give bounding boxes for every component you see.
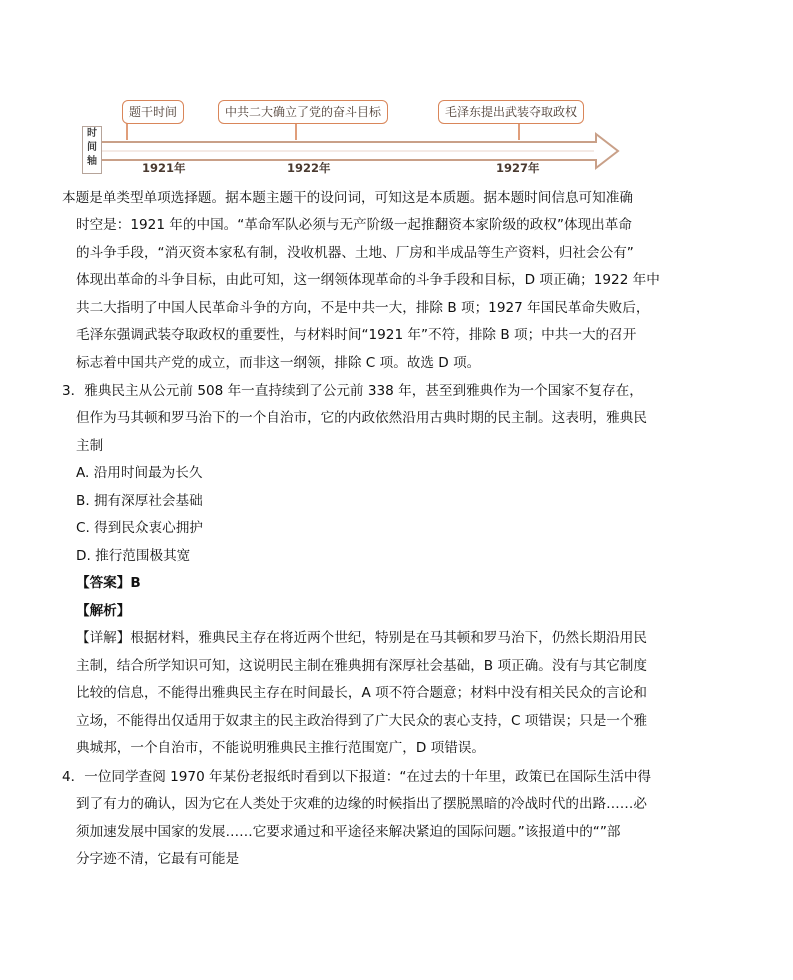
option-c: C. 得到民众衷心拥护 xyxy=(76,520,203,536)
detail-line: 比较的信息，不能得出雅典民主存在时间最长，A 项不符合题意；材料中没有相关民众的言论和 xyxy=(76,685,647,701)
timeline-year-1921: 1921年 xyxy=(142,161,186,175)
analysis-line: 的斗争手段，“消灭资本家私有制，没收机器、土地、厂房和半成品等生产资料，归社会公有” xyxy=(76,245,634,261)
question-stem-line: 主制 xyxy=(76,438,104,454)
option-d: D. 推行范围极其宽 xyxy=(76,548,191,564)
timeline-box-question-time: 题干时间 xyxy=(122,100,184,124)
timeline-figure xyxy=(82,96,627,180)
detail-line: 立场，不能得出仅适用于奴隶主的民主政治得到了广大民众的衷心支持，C 项错误；只是一个雅 xyxy=(76,713,648,729)
question-stem-line: 到了有力的确认，因为它在人类处于灾难的边缘的时候指出了摆脱黑暗的冷战时代的出路……必 xyxy=(76,796,647,812)
question-stem-line: 但作为马其顿和罗马治下的一个自治市，它的内政依然沿用古典时期的民主制。这表明，雅典民 xyxy=(76,410,647,426)
timeline-year-1927: 1927年 xyxy=(496,161,540,175)
axis-char: 轴 xyxy=(87,156,97,167)
question-stem-line: 须加速发展中国家的发展……它要求通过和平途径来解决紧迫的国际问题。”该报道中的“”部 xyxy=(76,824,621,840)
option-b: B. 拥有深厚社会基础 xyxy=(76,493,203,509)
analysis-label: 【解析】 xyxy=(76,603,131,619)
analysis-line: 标志着中国共产党的成立，而非这一纲领，排除 C 项。故选 D 项。 xyxy=(76,355,481,371)
answer-label: 【答案】B xyxy=(76,575,141,591)
axis-char: 时 xyxy=(87,128,97,139)
analysis-line: 本题是单类型单项选择题。据本题主题干的设问词，可知这是本质题。据本题时间信息可知准确 xyxy=(62,190,633,206)
timeline-axis-label xyxy=(82,126,102,174)
analysis-line: 共二大指明了中国人民革命斗争的方向，不是中共一大，排除 B 项；1927 年国民革命失败后， xyxy=(76,300,650,316)
option-a: A. 沿用时间最为长久 xyxy=(76,465,203,481)
axis-char: 间 xyxy=(87,142,97,153)
analysis-line: 体现出革命的斗争目标，由此可知，这一纲领体现革命的斗争手段和目标，D 项正确；1922 年中 xyxy=(76,272,660,288)
detail-line: 【详解】根据材料，雅典民主存在将近两个世纪，特别是在马其顿和罗马治下，仍然长期沿用民 xyxy=(76,630,647,646)
detail-line: 主制，结合所学知识可知，这说明民主制在雅典拥有深厚社会基础，B 项正确。没有与其它制度 xyxy=(76,658,647,674)
question-stem-line: 3．雅典民主从公元前 508 年一直持续到了公元前 338 年，甚至到雅典作为一个国家不复存在， xyxy=(62,383,643,399)
question-stem-line: 分字迹不清，它最有可能是 xyxy=(76,851,240,867)
timeline-box-second-congress: 中共二大确立了党的奋斗目标 xyxy=(218,100,388,124)
analysis-line: 时空是：1921 年的中国。“革命军队必须与无产阶级一起推翻资本家阶级的政权”体现出革命 xyxy=(76,217,632,233)
timeline-box-mao-armed-struggle: 毛泽东提出武装夺取政权 xyxy=(438,100,584,124)
question-stem-line: 4．一位同学查阅 1970 年某份老报纸时看到以下报道：“在过去的十年里，政策已在国际生活中得 xyxy=(62,769,652,785)
analysis-line: 毛泽东强调武装夺取政权的重要性，与材料时间“1921 年”不符，排除 B 项；中共一大的召开 xyxy=(76,327,637,343)
timeline-year-1922: 1922年 xyxy=(287,161,331,175)
detail-line: 典城邦，一个自治市，不能说明雅典民主推行范围宽广，D 项错误。 xyxy=(76,740,486,756)
